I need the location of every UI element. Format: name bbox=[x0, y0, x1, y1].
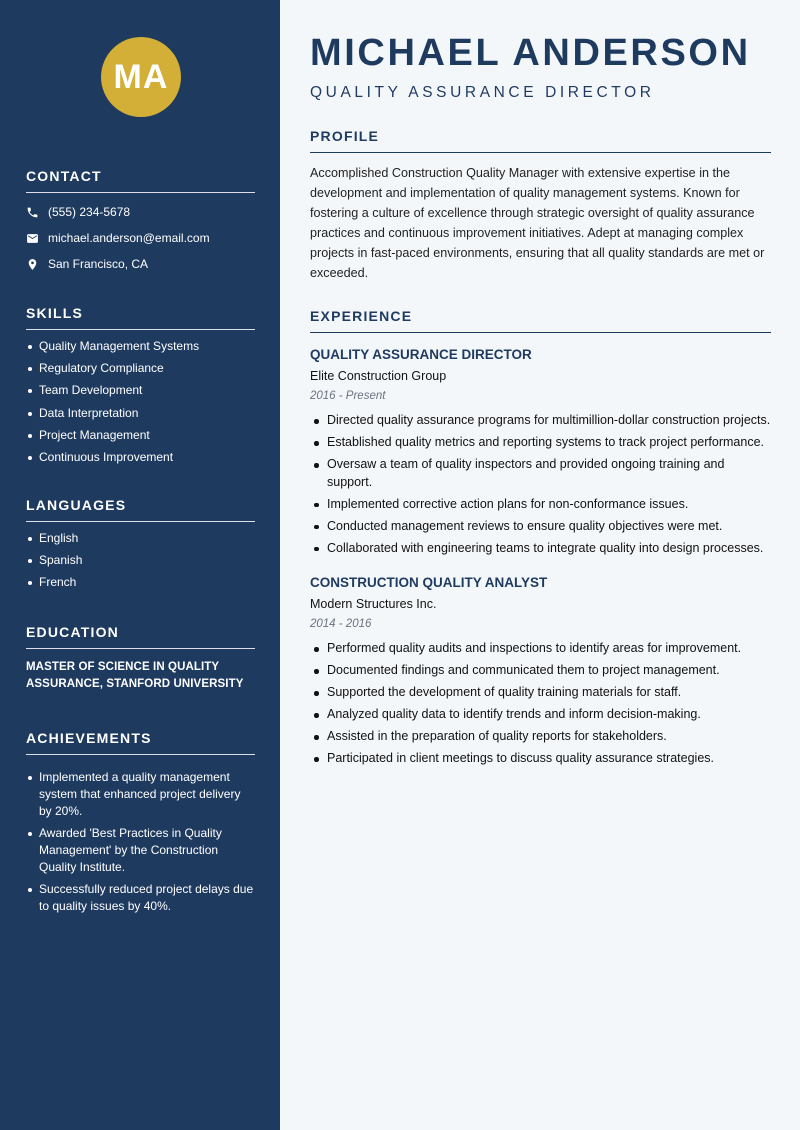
skills-heading: SKILLS bbox=[26, 305, 255, 330]
profile-text: Accomplished Construction Quality Manager with extensive expertise in the development and implementation of quality management systems. Known for fostering a culture of excellence through strategic oversight of quality assurance practices and continuous improvement initiatives. Adept at managing complex projects in fast-paced environments, ensuring that all quality standards are met or exceeded. bbox=[310, 166, 765, 280]
avatar bbox=[101, 37, 181, 117]
job-bullet: Analyzed quality data to identify trends and inform decision-making. bbox=[310, 706, 771, 724]
contact-heading: CONTACT bbox=[26, 168, 255, 193]
achievement-item: Successfully reduced project delays due to quality issues by 40%. bbox=[26, 881, 255, 915]
experience-heading: EXPERIENCE bbox=[310, 308, 771, 333]
contact-phone[interactable] bbox=[26, 199, 255, 225]
achievement-item: Awarded 'Best Practices in Quality Management' by the Construction Quality Institute. bbox=[26, 825, 255, 876]
skills-list bbox=[26, 339, 255, 465]
job-bullet: Assisted in the preparation of quality reports for stakeholders. bbox=[310, 728, 771, 746]
job-bullet: Collaborated with engineering teams to integrate quality into design processes. bbox=[310, 540, 771, 558]
skill-item: Data Interpretation bbox=[26, 406, 255, 421]
job-company: Elite Construction Group bbox=[310, 369, 447, 383]
profile-heading: PROFILE bbox=[310, 128, 771, 153]
job-entry bbox=[310, 347, 771, 557]
contact-location bbox=[26, 251, 255, 277]
phone-text: (555) 234-5678 bbox=[48, 205, 131, 219]
job-company: Modern Structures Inc. bbox=[310, 597, 437, 611]
candidate-name: MICHAEL ANDERSON bbox=[310, 32, 751, 74]
languages-heading: LANGUAGES bbox=[26, 497, 255, 522]
skill-item: Team Development bbox=[26, 383, 255, 398]
phone-icon bbox=[26, 206, 39, 219]
achievements-list bbox=[26, 769, 255, 915]
location-text: San Francisco, CA bbox=[48, 257, 149, 271]
job-entry bbox=[310, 575, 771, 768]
skill-item: Continuous Improvement bbox=[26, 450, 255, 465]
achievements-heading: ACHIEVEMENTS bbox=[26, 730, 255, 755]
job-bullet: Supported the development of quality training materials for staff. bbox=[310, 684, 771, 702]
experience-section bbox=[310, 308, 771, 772]
job-bullet: Performed quality audits and inspections to identify areas for improvement. bbox=[310, 640, 771, 658]
skill-item: Quality Management Systems bbox=[26, 339, 255, 354]
education-heading: EDUCATION bbox=[26, 624, 255, 649]
job-bullet: Oversaw a team of quality inspectors and provided ongoing training and support. bbox=[310, 456, 771, 491]
contact-email[interactable] bbox=[26, 225, 255, 251]
skill-item: Project Management bbox=[26, 428, 255, 443]
job-title: CONSTRUCTION QUALITY ANALYST bbox=[310, 575, 548, 590]
language-item: Spanish bbox=[26, 553, 255, 568]
education-section bbox=[26, 624, 255, 693]
skill-item: Regulatory Compliance bbox=[26, 361, 255, 376]
sidebar bbox=[0, 0, 280, 1130]
languages-list bbox=[26, 531, 255, 590]
email-text: michael.anderson@email.com bbox=[48, 231, 210, 245]
languages-section bbox=[26, 497, 255, 598]
job-bullet: Documented findings and communicated them to project management. bbox=[310, 662, 771, 680]
job-bullet: Participated in client meetings to discuss quality assurance strategies. bbox=[310, 750, 771, 768]
language-item: English bbox=[26, 531, 255, 546]
language-item: French bbox=[26, 575, 255, 590]
achievements-section bbox=[26, 730, 255, 920]
job-bullets bbox=[310, 640, 771, 768]
job-bullets bbox=[310, 412, 771, 557]
job-bullet: Directed quality assurance programs for multimillion-dollar construction projects. bbox=[310, 412, 771, 430]
email-icon bbox=[26, 232, 39, 245]
job-dates: 2014 - 2016 bbox=[310, 618, 372, 630]
candidate-title: QUALITY ASSURANCE DIRECTOR bbox=[310, 84, 655, 101]
job-bullet: Established quality metrics and reporting systems to track project performance. bbox=[310, 434, 771, 452]
job-bullet: Conducted management reviews to ensure quality objectives were met. bbox=[310, 518, 771, 536]
profile-section bbox=[310, 128, 771, 283]
job-dates: 2016 - Present bbox=[310, 390, 386, 402]
achievement-item: Implemented a quality management system that enhanced project delivery by 20%. bbox=[26, 769, 255, 820]
education-degree: MASTER OF SCIENCE IN QUALITY ASSURANCE, STANFORD UNIVERSITY bbox=[26, 661, 244, 690]
job-bullet: Implemented corrective action plans for non-conformance issues. bbox=[310, 496, 771, 514]
skills-section bbox=[26, 305, 255, 472]
contact-section bbox=[26, 168, 255, 277]
avatar-initials: MA bbox=[113, 57, 169, 96]
job-title: QUALITY ASSURANCE DIRECTOR bbox=[310, 347, 532, 362]
location-pin-icon bbox=[26, 258, 39, 271]
